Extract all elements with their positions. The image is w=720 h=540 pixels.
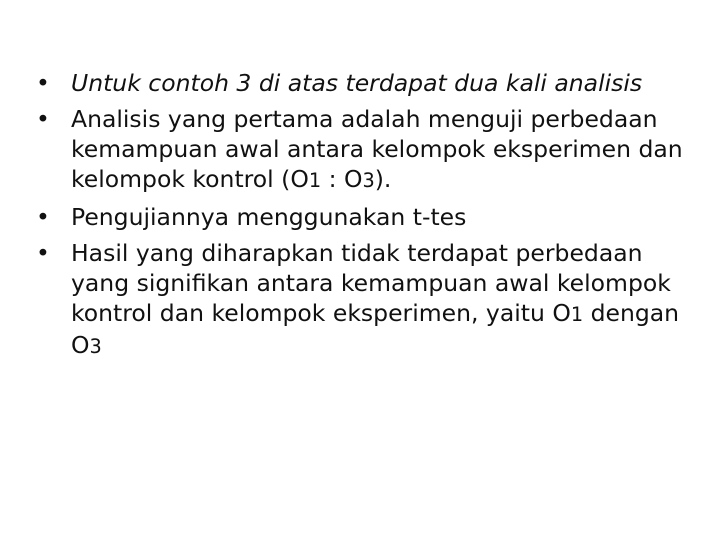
bullet-item-4 bbox=[36, 238, 696, 362]
bullet-marker: • bbox=[36, 203, 50, 231]
index-3: 3 bbox=[89, 335, 102, 358]
index-1: 1 bbox=[570, 303, 584, 326]
bullet-marker: • bbox=[36, 105, 50, 133]
bullet-text: Analisis yang pertama adalah menguji perbedaan kemampuan awal antara kelompok eksperimen dan kelompok kontrol (O bbox=[71, 105, 683, 193]
bullet-text: Hasil yang diharapkan tidak terdapat perbedaan yang signifikan antara kemampuan awal kelompok kontrol dan kelompok eksperimen, yaitu O bbox=[71, 239, 671, 327]
bullet-text: Pengujiannya menggunakan t-tes bbox=[71, 203, 467, 231]
bullet-item-2 bbox=[36, 104, 696, 196]
bullet-text: ). bbox=[374, 165, 392, 193]
bullet-marker: • bbox=[36, 239, 50, 267]
bullet-item-1 bbox=[36, 68, 696, 98]
index-3: 3 bbox=[362, 169, 375, 192]
bullet-text: Untuk contoh 3 di atas terdapat dua kali analisis bbox=[71, 69, 643, 97]
index-1: 1 bbox=[308, 169, 322, 192]
bullet-marker: • bbox=[36, 69, 50, 97]
bullet-text: : O bbox=[321, 165, 363, 193]
bullet-list bbox=[36, 68, 696, 368]
bullet-text: dengan O bbox=[71, 299, 680, 359]
bullet-item-3 bbox=[36, 202, 696, 232]
